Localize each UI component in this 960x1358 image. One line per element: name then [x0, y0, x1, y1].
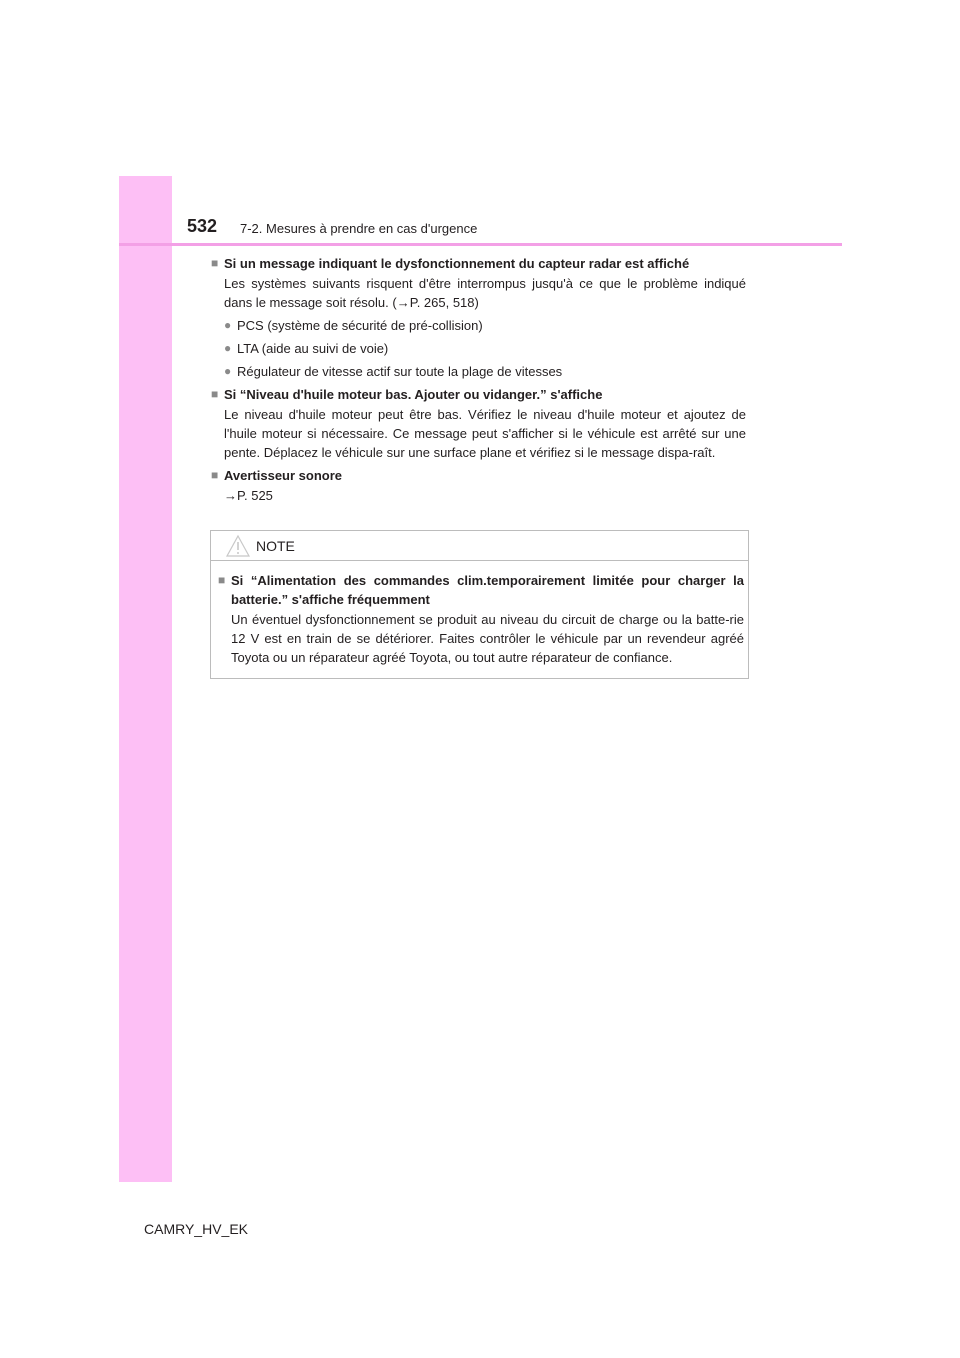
note-heading	[218, 571, 744, 609]
section-heading-text: Si un message indiquant le dysfonctionnement du capteur radar est affiché	[224, 256, 690, 271]
section-paragraph: Le niveau d'huile moteur peut être bas. Vérifiez le niveau d'huile moteur et ajoutez de l'huile moteur si nécessaire. Ce message peut s'afficher si le véhicule est arrêté sur une pente. Déplacez le véhicule sur une surface plane et vérifiez si le message dispa-raît.	[224, 407, 746, 460]
chapter-sidebar-tab	[119, 176, 172, 1182]
square-marker-icon: ■	[211, 387, 219, 401]
page-reference: →P. 525	[224, 488, 273, 503]
list-item-text: LTA (aide au suivi de voie)	[237, 341, 389, 356]
note-box	[210, 530, 749, 679]
section-title: 7-2. Mesures à prendre en cas d'urgence	[240, 221, 478, 236]
list-item-text: Régulateur de vitesse actif sur toute la plage de vitesses	[237, 364, 563, 379]
bullet-dot-icon: ●	[224, 341, 232, 355]
section-heading-text: Si “Niveau d'huile moteur bas. Ajouter ou vidanger.” s'affiche	[224, 387, 603, 402]
square-marker-icon: ■	[218, 573, 226, 587]
section-heading-text: Avertisseur sonore	[224, 468, 343, 483]
list-item	[224, 316, 746, 335]
header-rule	[119, 243, 842, 246]
note-header	[211, 531, 748, 561]
section-heading	[211, 254, 746, 273]
note-paragraph: Un éventuel dysfonctionnement se produit au niveau du circuit de charge ou la batte-rie 12 V est en train de se détériorer. Faites contrôler le véhicule par un revendeur agréé Toyota ou un réparateur agréé Toyota, ou tout autre réparateur de confiance.	[231, 612, 744, 665]
bullet-dot-icon: ●	[224, 318, 232, 332]
main-content	[211, 254, 746, 505]
square-marker-icon: ■	[211, 256, 219, 270]
list-item	[224, 339, 746, 358]
footer-code: CAMRY_HV_EK	[144, 1221, 249, 1237]
square-marker-icon: ■	[211, 468, 219, 482]
warning-triangle-icon	[225, 534, 251, 558]
note-body	[218, 571, 744, 667]
list-item-text: PCS (système de sécurité de pré-collision)	[237, 318, 483, 333]
section-heading	[211, 385, 746, 404]
note-title: NOTE	[256, 538, 295, 554]
bullet-dot-icon: ●	[224, 364, 232, 378]
section-heading	[211, 466, 746, 485]
section-paragraph: Les systèmes suivants risquent d'être interrompus jusqu'à ce que le problème indiqué dans le message soit résolu. (→P. 265, 518)	[224, 276, 746, 310]
note-heading-text: Si “Alimentation des commandes clim.temporairement limitée pour charger la batterie.” s'affiche fréquemment	[231, 573, 744, 607]
list-item	[224, 362, 746, 381]
page-number: 532	[187, 216, 218, 236]
